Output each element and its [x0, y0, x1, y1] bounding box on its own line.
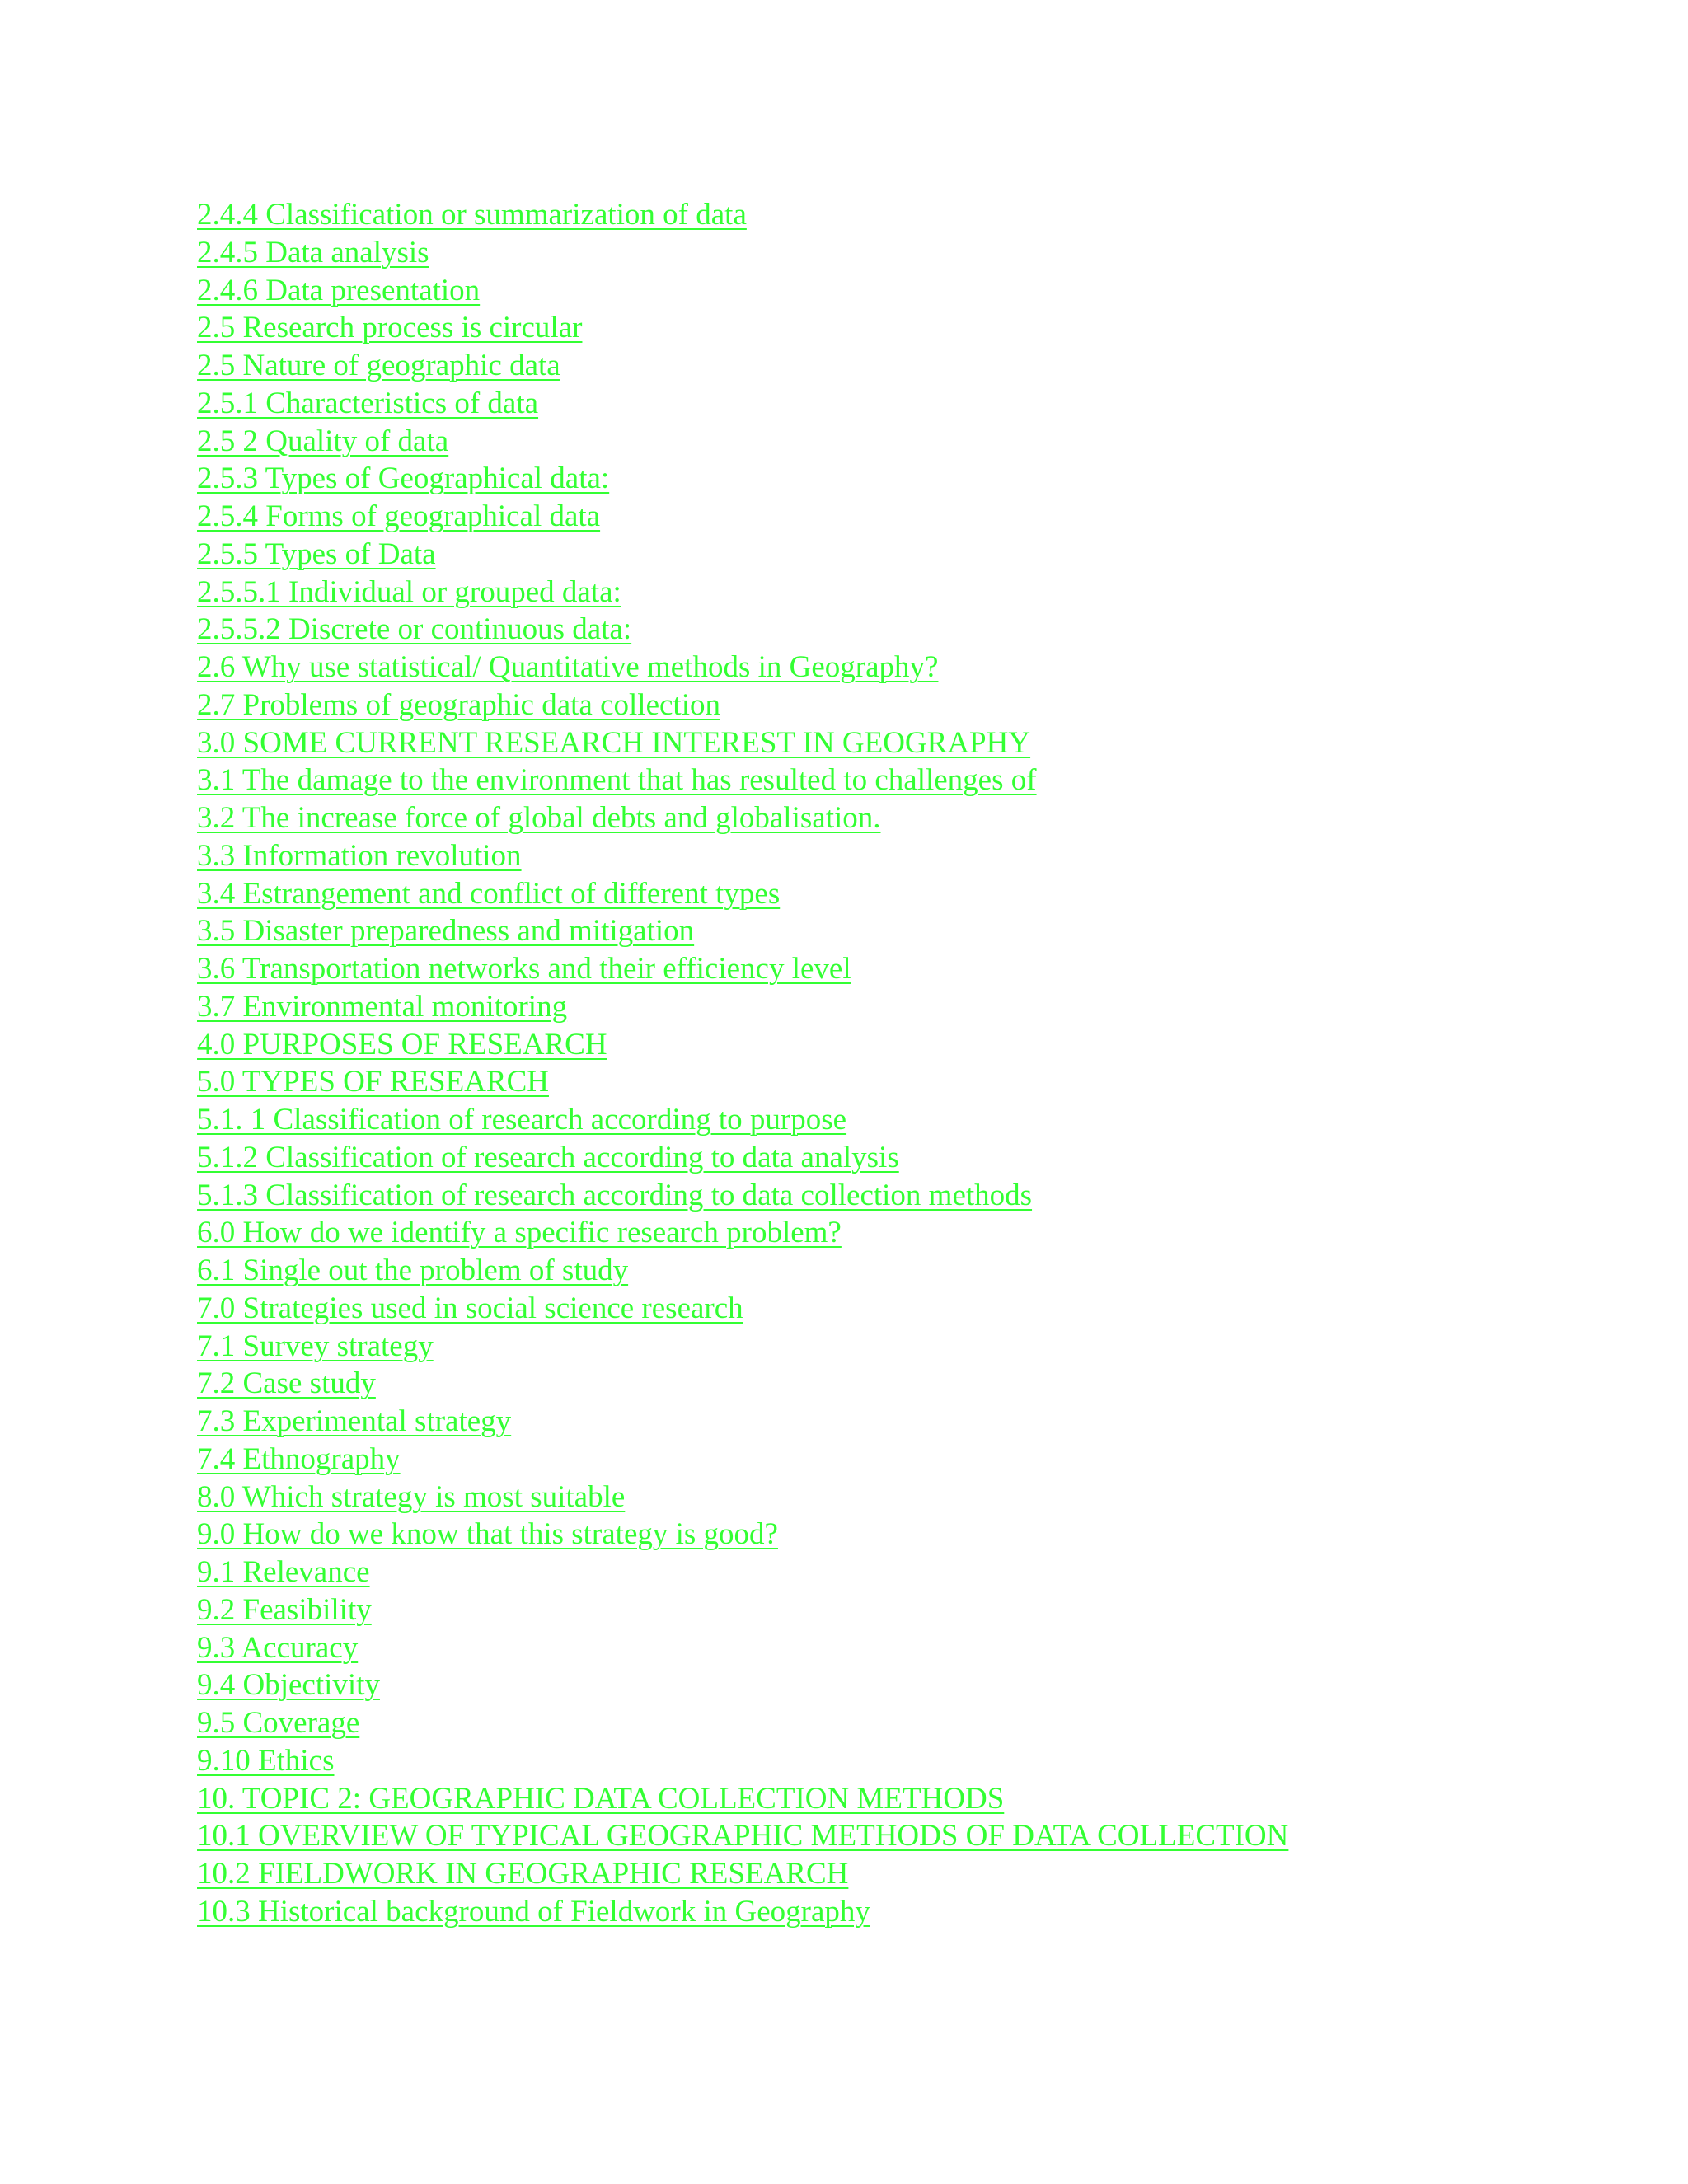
toc-entry	[197, 837, 1288, 875]
toc-link[interactable]: 2.5 2 Quality of data	[197, 424, 449, 458]
toc-entry	[197, 423, 1288, 461]
toc-entry	[197, 611, 1288, 649]
toc-entry	[197, 988, 1288, 1026]
toc-link[interactable]: 3.2 The increase force of global debts and globalisation.	[197, 801, 881, 835]
toc-link[interactable]: 7.3 Experimental strategy	[197, 1404, 512, 1438]
toc-link[interactable]: 3.3 Information revolution	[197, 838, 522, 873]
toc-entry	[197, 1554, 1288, 1591]
toc-link[interactable]: 2.5 Nature of geographic data	[197, 349, 560, 382]
toc-entry	[197, 1365, 1288, 1403]
toc-entry	[197, 196, 1288, 234]
toc-link[interactable]: 6.1 Single out the problem of study	[197, 1254, 629, 1287]
toc-link[interactable]: 3.1 The damage to the environment that has resulted to challenges of	[197, 763, 1037, 798]
toc-link[interactable]: 5.1.3 Classification of research according to data collection methods	[197, 1178, 1033, 1212]
toc-entry	[197, 1479, 1288, 1516]
toc-link[interactable]: 2.4.5 Data analysis	[197, 235, 429, 269]
toc-entry	[197, 1591, 1288, 1629]
toc-link[interactable]: 3.7 Environmental monitoring	[197, 989, 568, 1024]
toc-link[interactable]: 3.0 SOME CURRENT RESEARCH INTEREST IN GEOGRAPHY	[197, 725, 1031, 760]
toc-entry	[197, 1666, 1288, 1704]
toc-link[interactable]: 10. TOPIC 2: GEOGRAPHIC DATA COLLECTION METHODS	[197, 1781, 1005, 1816]
toc-entry	[197, 536, 1288, 574]
toc-entry	[197, 1855, 1288, 1893]
toc-link[interactable]: 2.5 Research process is circular	[197, 311, 583, 345]
toc-link[interactable]: 3.5 Disaster preparedness and mitigation	[197, 914, 695, 949]
toc-link[interactable]: 2.5.1 Characteristics of data	[197, 386, 539, 420]
toc-entry	[197, 1742, 1288, 1780]
toc-link[interactable]: 9.10 Ethics	[197, 1743, 335, 1778]
toc-link[interactable]: 2.7 Problems of geographic data collection	[197, 687, 720, 722]
toc-entry	[197, 1139, 1288, 1177]
toc-entry	[197, 1817, 1288, 1855]
toc-link[interactable]: 2.5.5.2 Discrete or continuous data:	[197, 612, 632, 647]
toc-entry	[197, 1441, 1288, 1479]
toc-entry	[197, 875, 1288, 913]
toc-link[interactable]: 10.2 FIELDWORK IN GEOGRAPHIC RESEARCH	[197, 1857, 849, 1891]
toc-entry	[197, 649, 1288, 687]
toc-link[interactable]: 9.3 Accuracy	[197, 1630, 359, 1665]
toc-entry	[197, 1516, 1288, 1554]
toc-entry	[197, 272, 1288, 310]
toc-entry	[197, 799, 1288, 837]
toc-entry	[197, 1177, 1288, 1215]
toc-entry	[197, 460, 1288, 498]
toc-link[interactable]: 7.4 Ethnography	[197, 1441, 401, 1476]
toc-link[interactable]: 2.5.3 Types of Geographical data:	[197, 462, 610, 496]
toc-entry	[197, 1063, 1288, 1101]
toc-link[interactable]: 9.4 Objectivity	[197, 1668, 380, 1703]
toc-link[interactable]: 2.4.4 Classification or summarization of data	[197, 198, 747, 232]
toc-entry	[197, 1214, 1288, 1252]
toc-link[interactable]: 5.0 TYPES OF RESEARCH	[197, 1065, 549, 1099]
toc-link[interactable]: 8.0 Which strategy is most suitable	[197, 1479, 626, 1514]
table-of-contents	[197, 196, 1288, 1931]
toc-entry	[197, 309, 1288, 347]
toc-entry	[197, 1780, 1288, 1818]
toc-link[interactable]: 2.5.4 Forms of geographical data	[197, 499, 601, 533]
toc-entry	[197, 347, 1288, 385]
toc-link[interactable]: 10.1 OVERVIEW OF TYPICAL GEOGRAPHIC METHODS OF DATA COLLECTION	[197, 1819, 1289, 1854]
toc-link[interactable]: 5.1.2 Classification of research according to data analysis	[197, 1140, 899, 1174]
toc-link[interactable]: 4.0 PURPOSES OF RESEARCH	[197, 1027, 607, 1062]
toc-entry	[197, 234, 1288, 272]
toc-link[interactable]: 10.3 Historical background of Fieldwork in Geography	[197, 1894, 870, 1929]
toc-entry	[197, 950, 1288, 988]
toc-link[interactable]: 9.1 Relevance	[197, 1555, 370, 1589]
toc-entry	[197, 574, 1288, 612]
toc-link[interactable]: 5.1. 1 Classification of research according to purpose	[197, 1103, 847, 1137]
toc-entry	[197, 724, 1288, 762]
toc-entry	[197, 385, 1288, 423]
toc-link[interactable]: 7.1 Survey strategy	[197, 1329, 434, 1363]
toc-entry	[197, 1629, 1288, 1667]
toc-entry	[197, 1290, 1288, 1328]
toc-entry	[197, 1328, 1288, 1366]
toc-entry	[197, 687, 1288, 724]
toc-link[interactable]: 3.6 Transportation networks and their efficiency level	[197, 952, 851, 986]
toc-link[interactable]: 7.0 Strategies used in social science research	[197, 1291, 743, 1325]
toc-link[interactable]: 2.5.5.1 Individual or grouped data:	[197, 574, 621, 609]
toc-entry	[197, 912, 1288, 950]
toc-link[interactable]: 9.0 How do we know that this strategy is good?	[197, 1517, 778, 1552]
toc-link[interactable]: 2.4.6 Data presentation	[197, 273, 481, 307]
toc-link[interactable]: 9.5 Coverage	[197, 1706, 360, 1740]
toc-entry	[197, 762, 1288, 799]
toc-link[interactable]: 3.4 Estrangement and conflict of different types	[197, 876, 781, 911]
toc-link[interactable]: 2.5.5 Types of Data	[197, 537, 436, 571]
toc-link[interactable]: 9.2 Feasibility	[197, 1592, 372, 1627]
toc-entry	[197, 1252, 1288, 1290]
toc-entry	[197, 1101, 1288, 1139]
toc-entry	[197, 1704, 1288, 1742]
toc-entry	[197, 498, 1288, 536]
toc-link[interactable]: 2.6 Why use statistical/ Quantitative methods in Geography?	[197, 650, 939, 684]
toc-entry	[197, 1893, 1288, 1931]
toc-entry	[197, 1403, 1288, 1441]
toc-link[interactable]: 6.0 How do we identify a specific research problem?	[197, 1216, 842, 1250]
toc-link[interactable]: 7.2 Case study	[197, 1366, 376, 1401]
toc-entry	[197, 1026, 1288, 1064]
